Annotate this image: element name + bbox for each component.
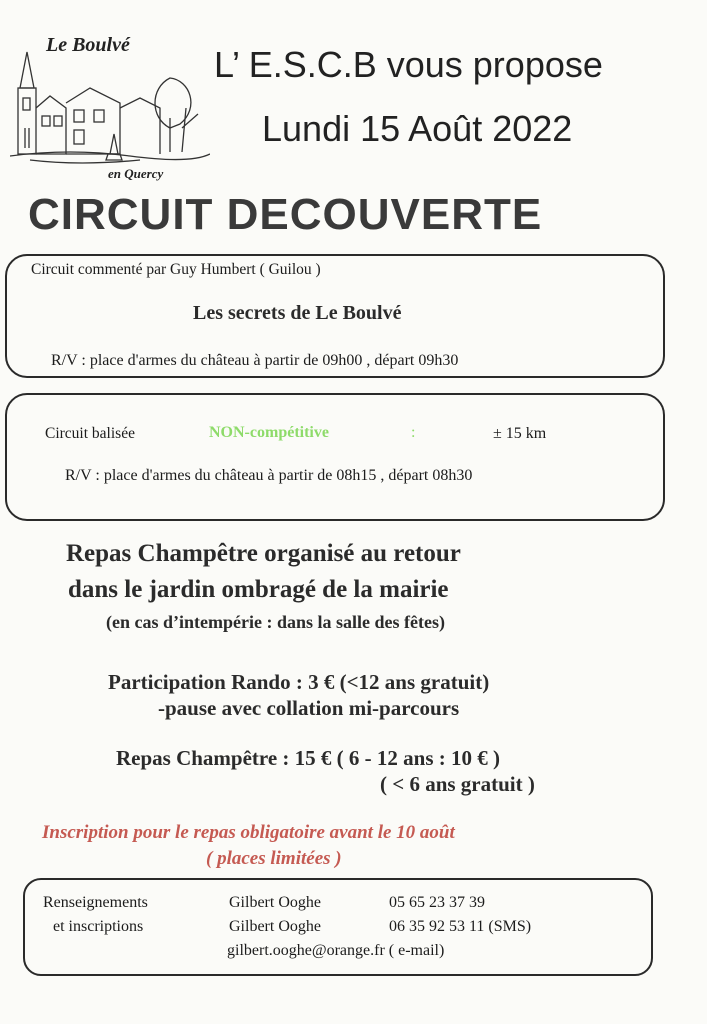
walk-colon: : bbox=[411, 424, 416, 441]
meal-line-3: (en cas d’intempérie : dans la salle des fêtes) bbox=[106, 612, 445, 632]
meal-line-1: Repas Champêtre organisé au retour bbox=[66, 540, 461, 567]
contact-name-1: Gilbert Ooghe bbox=[229, 894, 321, 911]
registration-deadline: Inscription pour le repas obligatoire avant le 10 août bbox=[42, 822, 455, 843]
participation-price: Participation Rando : 3 € (<12 ans gratuit) bbox=[108, 670, 490, 694]
walk-rdv: R/V : place d'armes du château à partir de 08h15 , départ 08h30 bbox=[65, 467, 473, 484]
walk-label: Circuit balisée bbox=[45, 425, 135, 442]
contact-label-1: Renseignements bbox=[43, 894, 148, 911]
contact-box bbox=[23, 878, 653, 976]
organizer-heading: L’ E.S.C.B vous propose bbox=[214, 44, 603, 85]
guided-tour-title: Les secrets de Le Boulvé bbox=[193, 302, 402, 324]
guided-tour-rdv: R/V : place d'armes du château à partir de 09h00 , départ 09h30 bbox=[51, 352, 459, 369]
main-title: CIRCUIT DECOUVERTE bbox=[28, 190, 543, 239]
guided-tour-intro: Circuit commenté par Guy Humbert ( Guilou ) bbox=[31, 261, 321, 278]
contact-name-2: Gilbert Ooghe bbox=[229, 918, 321, 935]
village-logo bbox=[10, 34, 210, 184]
contact-phone-2: 06 35 92 53 11 (SMS) bbox=[389, 918, 532, 935]
limited-places: ( places limitées ) bbox=[206, 848, 342, 869]
walk-distance: ± 15 km bbox=[493, 425, 547, 442]
meal-line-2: dans le jardin ombragé de la mairie bbox=[68, 576, 449, 603]
participation-note: -pause avec collation mi-parcours bbox=[158, 696, 460, 720]
guided-tour-box bbox=[5, 254, 665, 378]
walk-box bbox=[5, 393, 665, 521]
village-drawing-icon bbox=[10, 48, 210, 173]
contact-phone-1: 05 65 23 37 39 bbox=[389, 894, 485, 911]
meal-price: Repas Champêtre : 15 € ( 6 - 12 ans : 10 € ) bbox=[116, 746, 500, 770]
meal-price-children: ( < 6 ans gratuit ) bbox=[380, 772, 535, 796]
non-competitive-badge: NON-compétitive bbox=[209, 424, 329, 441]
contact-email[interactable]: gilbert.ooghe@orange.fr ( e-mail) bbox=[227, 942, 445, 959]
logo-title: Le Boulvé bbox=[46, 34, 130, 56]
logo-subtitle: en Quercy bbox=[108, 166, 164, 181]
contact-label-2: et inscriptions bbox=[53, 918, 144, 935]
event-date: Lundi 15 Août 2022 bbox=[262, 108, 573, 149]
